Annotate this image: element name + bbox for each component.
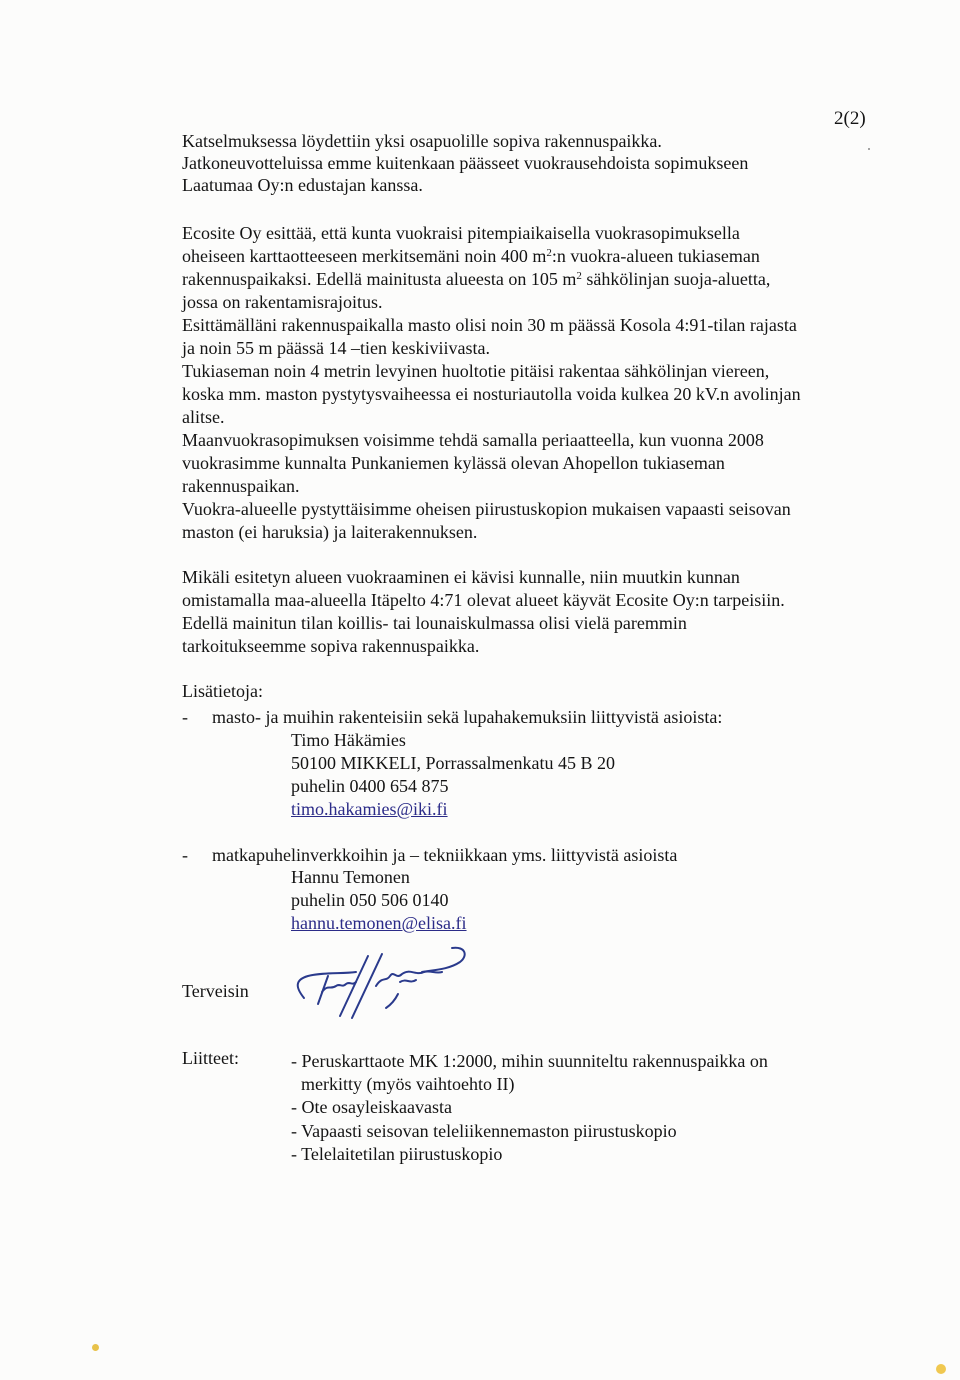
paragraph-3-line-3: Edellä mainitun tilan koillis- tai lounaiskulmassa olisi vielä paremmin bbox=[182, 613, 687, 633]
paragraph-2-line-14: maston (ei haruksia) ja laiterakennuksen. bbox=[182, 522, 478, 542]
superscript: 2 bbox=[546, 247, 552, 259]
paragraph-1-line-1: Katselmuksessa löydettiin yksi osapuolille sopiva rakennuspaikka. bbox=[182, 131, 662, 151]
closing-greeting: Terveisin bbox=[182, 981, 249, 1001]
paragraph-2-line-4: jossa on rakentamisrajoitus. bbox=[182, 292, 383, 312]
contact-1-phone: puhelin 0400 654 875 bbox=[291, 776, 449, 796]
contact-2-phone: puhelin 050 506 0140 bbox=[291, 890, 449, 910]
text-span: rakennuspaikaksi. Edellä mainitusta alueesta on 105 m bbox=[182, 269, 577, 289]
page-number: 2(2) bbox=[834, 108, 866, 129]
text-span: :n vuokra-alueen tukiaseman bbox=[551, 246, 760, 266]
attachment-item: - Peruskarttaote MK 1:2000, mihin suunniteltu rakennuspaikka on bbox=[291, 1051, 768, 1071]
attachment-item: - Ote osayleiskaavasta bbox=[291, 1097, 452, 1117]
paragraph-2-line-13: Vuokra-alueelle pystyttäisimme oheisen piirustuskopion mukaisen vapaasti seisovan bbox=[182, 499, 791, 519]
paragraph-3-line-2: omistamalla maa-alueella Itäpelto 4:71 olevat alueet käyvät Ecosite Oy:n tarpeisiin. bbox=[182, 590, 785, 610]
paragraph-2-line-3 bbox=[182, 268, 770, 290]
paragraph-2-line-6: ja noin 55 m päässä 14 –tien keskiviivasta. bbox=[182, 338, 490, 358]
scan-speck bbox=[936, 1364, 946, 1374]
attachment-item-continuation: merkitty (myös vaihtoehto II) bbox=[301, 1074, 515, 1094]
contact-2-name: Hannu Temonen bbox=[291, 867, 410, 887]
contact-1-email-link[interactable]: timo.hakamies@iki.fi bbox=[291, 799, 448, 819]
bullet-dash: - bbox=[182, 845, 188, 865]
paragraph-3-line-4: tarkoitukseemme sopiva rakennuspaikka. bbox=[182, 636, 480, 656]
contact-2-email-link[interactable]: hannu.temonen@elisa.fi bbox=[291, 913, 467, 933]
scan-speck bbox=[868, 148, 870, 150]
attachments-label: Liitteet: bbox=[182, 1048, 239, 1068]
paragraph-2-line-5: Esittämälläni rakennuspaikalla masto olisi noin 30 m päässä Kosola 4:91-tilan rajasta bbox=[182, 315, 797, 335]
contact-1-name: Timo Häkämies bbox=[291, 730, 406, 750]
paragraph-2-line-8: koska mm. maston pystytysvaiheessa ei nosturiautolla voida kulkea 20 kV.n avolinjan bbox=[182, 384, 801, 404]
paragraph-1-line-3: Laatumaa Oy:n edustajan kanssa. bbox=[182, 175, 423, 195]
paragraph-3-line-1: Mikäli esitetyn alueen vuokraaminen ei kävisi kunnalle, niin muutkin kunnan bbox=[182, 567, 740, 587]
text-span: sähkölinjan suoja-aluetta, bbox=[581, 269, 771, 289]
scan-speck bbox=[92, 1344, 99, 1351]
paragraph-2-line-1: Ecosite Oy esittää, että kunta vuokraisi pitempiaikaisella vuokrasopimuksella bbox=[182, 223, 740, 243]
paragraph-1-line-2: Jatkoneuvotteluissa emme kuitenkaan päässeet vuokrausehdoista sopimukseen bbox=[182, 153, 749, 173]
contact-2-topic: matkapuhelinverkkoihin ja – tekniikkaan yms. liittyvistä asioista bbox=[212, 845, 678, 865]
attachment-item: - Telelaitetilan piirustuskopio bbox=[291, 1144, 503, 1164]
text-span: oheiseen karttaotteeseen merkitsemäni noin 400 m bbox=[182, 246, 547, 266]
superscript: 2 bbox=[576, 270, 582, 282]
contact-1-address: 50100 MIKKELI, Porrassalmenkatu 45 B 20 bbox=[291, 753, 615, 773]
paragraph-2-line-2 bbox=[182, 245, 760, 267]
contact-1-topic: masto- ja muihin rakenteisiin sekä lupahakemuksiin liittyvistä asioista: bbox=[212, 707, 723, 727]
paragraph-2-line-7: Tukiaseman noin 4 metrin levyinen huoltotie pitäisi rakentaa sähkölinjan viereen, bbox=[182, 361, 770, 381]
handwritten-signature bbox=[282, 946, 482, 1026]
paragraph-2-line-9: alitse. bbox=[182, 407, 225, 427]
bullet-dash: - bbox=[182, 707, 188, 727]
attachment-item: - Vapaasti seisovan teleliikennemaston piirustuskopio bbox=[291, 1121, 677, 1141]
paragraph-2-line-11: vuokrasimme kunnalta Punkaniemen kylässä olevan Ahopellon tukiaseman bbox=[182, 453, 725, 473]
paragraph-2-line-12: rakennuspaikan. bbox=[182, 476, 300, 496]
contacts-heading: Lisätietoja: bbox=[182, 681, 263, 701]
paragraph-2-line-10: Maanvuokrasopimuksen voisimme tehdä samalla periaatteella, kun vuonna 2008 bbox=[182, 430, 764, 450]
